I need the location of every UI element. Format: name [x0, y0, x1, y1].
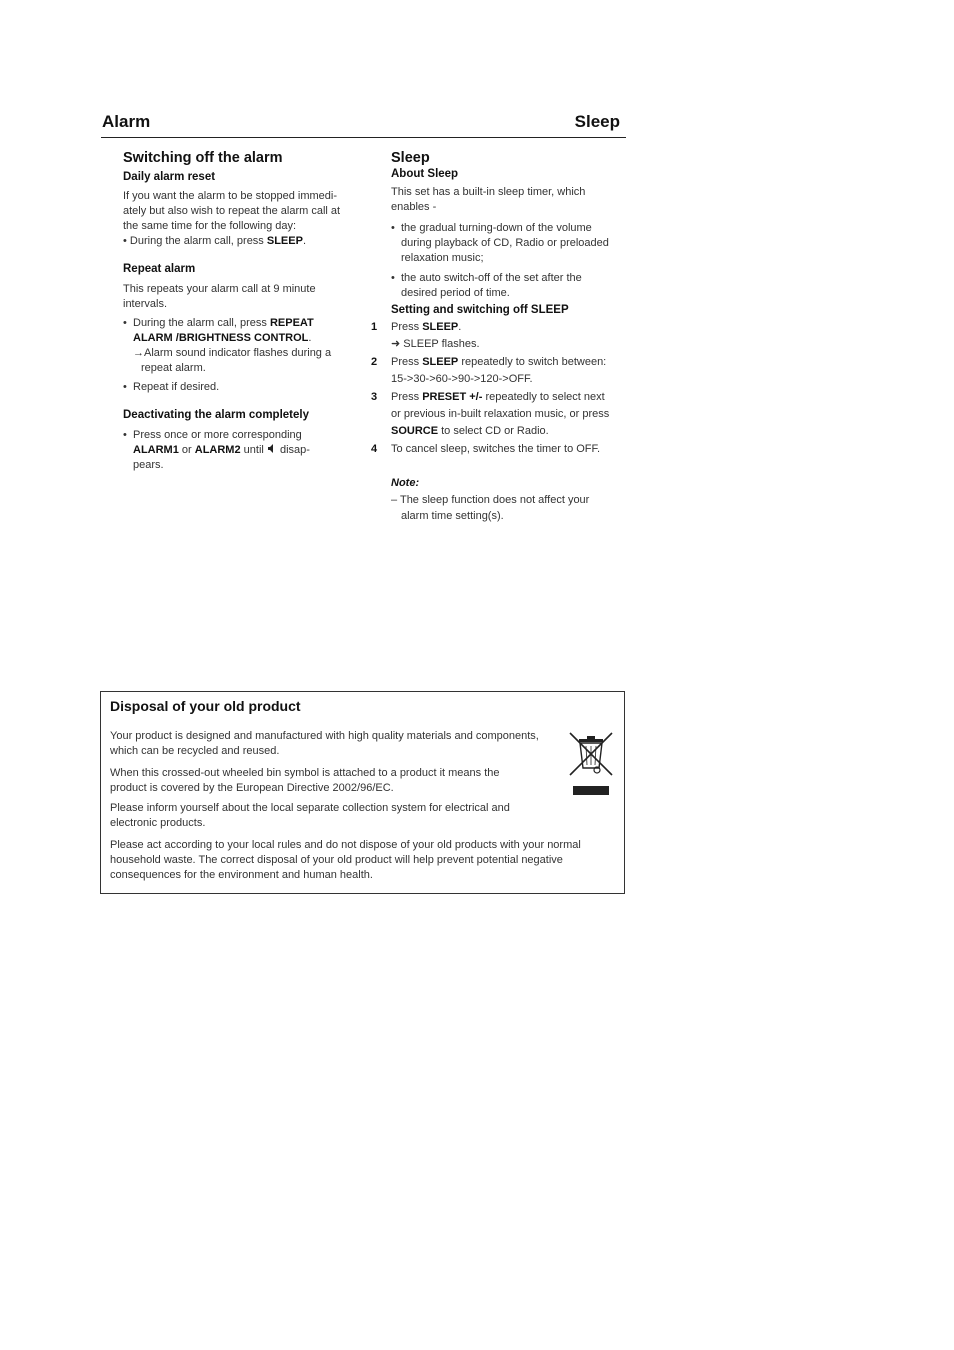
bullet-item: • Press once or more corresponding ALARM1 or ALARM2 until disap- pears.	[123, 428, 358, 473]
bold-key: ALARM /BRIGHTNESS CONTROL	[133, 332, 309, 344]
step-number: 3	[371, 391, 378, 403]
text-line: relaxation music;	[401, 252, 484, 264]
text-line: pears.	[133, 459, 164, 471]
step-1	[371, 320, 626, 352]
text-line: When this crossed-out wheeled bin symbol is attached to a product it means the	[110, 767, 500, 779]
text-line: – The sleep function does not affect your	[391, 494, 590, 506]
disposal-box	[100, 691, 625, 894]
text-line: Please inform yourself about the local separate collection system for electrical and	[110, 802, 510, 814]
text-line: To cancel sleep, switches the timer to OFF.	[391, 443, 601, 455]
text: Press	[391, 391, 423, 403]
text-line: household waste. The correct disposal of your old product will help prevent potential negative	[110, 854, 563, 866]
step-4	[371, 442, 626, 457]
repeat-alarm-text	[123, 282, 358, 312]
disposal-paragraph-2	[110, 766, 565, 796]
text-line: Please act according to your local rules and do not dispose of your old products with your normal	[110, 839, 581, 851]
text: During the alarm call, press	[133, 317, 270, 329]
crossed-out-bin-icon	[568, 731, 614, 802]
text-line: alarm time setting(s).	[401, 510, 504, 522]
disposal-paragraph-3	[110, 801, 565, 831]
bold-key: ALARM1	[133, 444, 179, 456]
note-heading: Note:	[391, 477, 420, 489]
text-line: or previous in-built relaxation music, or press	[391, 408, 610, 420]
sleep-section-title: Sleep	[391, 150, 430, 166]
step-number: 2	[371, 356, 378, 368]
text-line: Your product is designed and manufactured with high quality materials and components,	[110, 730, 539, 742]
bullet-item: • During the alarm call, press REPEAT ALARM /BRIGHTNESS CONTROL. →Alarm sound indicator flashes during a repeat alarm.	[123, 316, 358, 376]
about-sleep-text	[391, 185, 626, 215]
bold-key: SOURCE	[391, 425, 439, 437]
text-line: the gradual turning-down of the volume	[401, 222, 592, 234]
text: Press	[391, 321, 423, 333]
bold-key: SLEEP	[422, 356, 459, 368]
text-line: Press once or more corresponding	[133, 429, 302, 441]
text-line: This repeats your alarm call at 9 minute	[123, 283, 316, 295]
bold-key: SLEEP	[422, 321, 459, 333]
step-number: 4	[371, 443, 378, 455]
bold-key: REPEAT	[269, 317, 314, 329]
alarm-column	[123, 149, 358, 473]
text-line: repeat alarm.	[141, 362, 206, 374]
text-line: If you want the alarm to be stopped immedi-	[123, 190, 337, 202]
text-line: the auto switch-off of the set after the	[401, 272, 582, 284]
text: repeatedly to select next	[482, 391, 605, 403]
page-title-sleep: Sleep	[574, 112, 620, 131]
bullet-item: • the auto switch-off of the set after the desired period of time.	[391, 271, 626, 301]
text: to select CD or Radio.	[438, 425, 549, 437]
text-line: This set has a built-in sleep timer, which	[391, 186, 586, 198]
page-title-alarm: Alarm	[102, 112, 151, 131]
text: repeatedly to switch between:	[458, 356, 607, 368]
disposal-paragraph-4	[110, 838, 620, 883]
text: until	[240, 444, 267, 456]
text-line: which can be recycled and reused.	[110, 745, 280, 757]
sleep-column	[371, 149, 626, 524]
text-line: intervals.	[123, 298, 168, 310]
repeat-alarm-heading: Repeat alarm	[123, 263, 196, 275]
text-line: ➜ SLEEP flashes.	[391, 338, 480, 350]
text-line: ately but also wish to repeat the alarm call at	[123, 205, 341, 217]
deactivate-alarm-heading: Deactivating the alarm completely	[123, 409, 309, 421]
text: During the alarm call, press	[129, 235, 267, 247]
step-2	[371, 355, 626, 387]
bullet-item: • Repeat if desired.	[123, 380, 358, 395]
bullet-item: • the gradual turning-down of the volume during playback of CD, Radio or preloaded relaxation music;	[391, 221, 626, 266]
text-line: the same time for the following day:	[123, 220, 297, 232]
note-block	[391, 476, 626, 524]
text-line: enables -	[391, 201, 437, 213]
step-number: 1	[371, 321, 378, 333]
bold-key: PRESET +/-	[422, 391, 483, 403]
text-line: desired period of time.	[401, 287, 510, 299]
bold-key: ALARM2	[194, 444, 241, 456]
text-line: product is covered by the European Directive 2002/96/EC.	[110, 782, 394, 794]
disposal-title: Disposal of your old product	[110, 698, 301, 714]
about-sleep-heading: About Sleep	[391, 168, 459, 180]
speaker-icon	[267, 443, 277, 458]
disposal-paragraph-1	[110, 729, 565, 759]
text: .	[308, 332, 312, 344]
alarm-section-title: Switching off the alarm	[123, 150, 283, 166]
daily-alarm-heading: Daily alarm reset	[123, 171, 216, 183]
text-line: →Alarm sound indicator flashes during a	[133, 347, 332, 359]
text: .	[302, 235, 307, 247]
bullet-item: • During the alarm call, press SLEEP.	[123, 235, 307, 247]
text-line: consequences for the environment and human health.	[110, 869, 373, 881]
text: disap-	[276, 444, 310, 456]
step-3	[371, 390, 626, 439]
text: .	[458, 321, 462, 333]
header-divider	[101, 137, 626, 138]
text-line: during playback of CD, Radio or preloaded	[401, 237, 609, 249]
text-line: 15->30->60->90->120->OFF.	[391, 373, 533, 385]
text: Press	[391, 356, 423, 368]
daily-alarm-text	[123, 189, 358, 249]
text-line: electronic products.	[110, 817, 206, 829]
bold-key: SLEEP	[266, 235, 303, 247]
setting-sleep-heading: Setting and switching off SLEEP	[391, 304, 569, 316]
text-line: Repeat if desired.	[133, 381, 220, 393]
text: or	[178, 444, 195, 456]
